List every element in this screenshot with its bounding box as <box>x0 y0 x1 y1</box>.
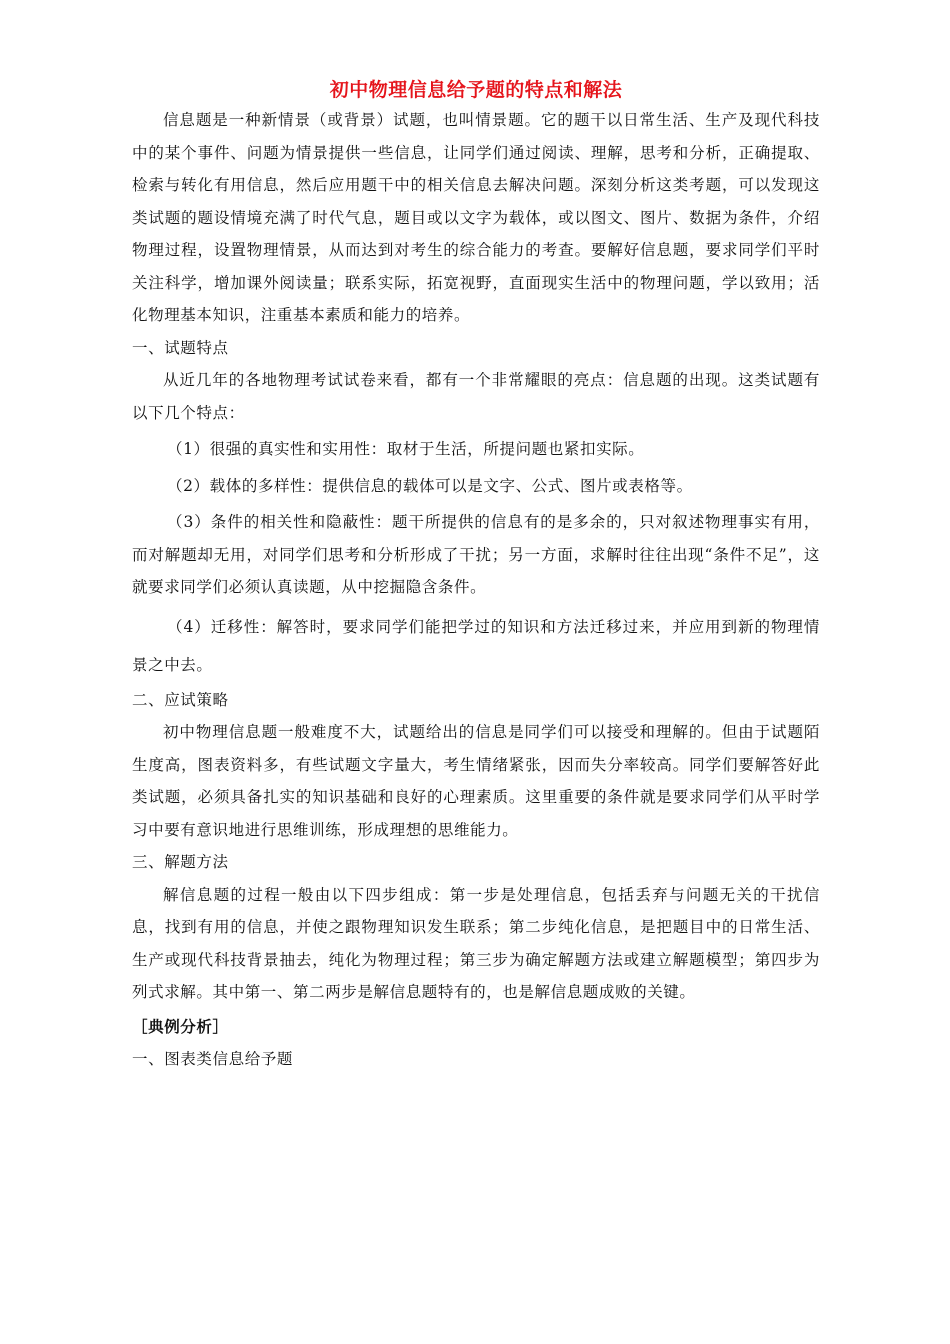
feature-item-1: （1）很强的真实性和实用性：取材于生活，所提问题也紧扣实际。 <box>167 440 645 458</box>
strategy-paragraph: 初中物理信息题一般难度不大，试题给出的信息是同学们可以接受和理解的。但由于试题陌生度高，图表资料多，有些试题文字量大，考生情绪紧张，因而失分率较高。同学们要解答好此类试题，必须具备扎实的知识基础和良好的心理素质。这里重要的条件就是要求同学们从平时学习中要有意识地进行思维训练，形成理想的思维能力。 <box>132 723 820 839</box>
section-heading-strategy: 二、应试策略 <box>132 690 229 709</box>
section-heading-methods: 三、解题方法 <box>132 853 229 871</box>
feature-item-2: （2）载体的多样性：提供信息的载体可以是文字、公式、图片或表格等。 <box>167 476 693 495</box>
section-heading-features: 一、试题特点 <box>132 338 229 357</box>
features-lead-paragraph: 从近几年的各地物理考试试卷来看，都有一个非常耀眼的亮点：信息题的出现。这类试题有以下几个特点： <box>132 371 820 422</box>
document-title: 初中物理信息给予题的特点和解法 <box>329 79 623 101</box>
examples-subheading-1: 一、图表类信息给予题 <box>132 1050 294 1068</box>
methods-paragraph: 解信息题的过程一般由以下四步组成：第一步是处理信息，包括丢弃与问题无关的干扰信息，找到有用的信息，并使之跟物理知识发生联系；第二步纯化信息，是把题目中的日常生活、生产或现代科技背景抽去，纯化为物理过程；第三步为确定解题方法或建立解题模型；第四步为列式求解。其中第一、第二两步是解信息题特有的，也是解信息题成败的关键。 <box>132 885 820 1001</box>
document-page <box>132 76 820 1076</box>
intro-paragraph: 信息题是一种新情景（或背景）试题，也叫情景题。它的题干以日常生活、生产及现代科技中的某个事件、问题为情景提供一些信息，让同学们通过阅读、理解，思考和分析，正确提取、检索与转化有用信息，然后应用题干中的相关信息去解决问题。深刻分析这类考题，可以发现这类试题的题设情境充满了时代气息，题目或以文字为载体，或以图文、图片、数据为条件，介绍物理过程，设置物理情景，从而达到对考生的综合能力的考查。要解好信息题，要求同学们平时关注科学，增加课外阅读量；联系实际，拓宽视野，直面现实生活中的物理问题，学以致用；活化物理基本知识，注重基本素质和能力的培养。 <box>132 111 820 324</box>
feature-item-3: （3）条件的相关性和隐蔽性：题干所提供的信息有的是多余的，只对叙述物理事实有用，而对解题却无用，对同学们思考和分析形成了干扰；另一方面，求解时往往出现“条件不足”，这就要求同学们必须认真读题，从中挖掘隐含条件。 <box>132 513 820 596</box>
examples-heading: ［典例分析］ <box>132 1016 229 1036</box>
feature-item-4: （4）迁移性：解答时，要求同学们能把学过的知识和方法迁移过来，并应用到新的物理情景之中去。 <box>132 617 820 674</box>
